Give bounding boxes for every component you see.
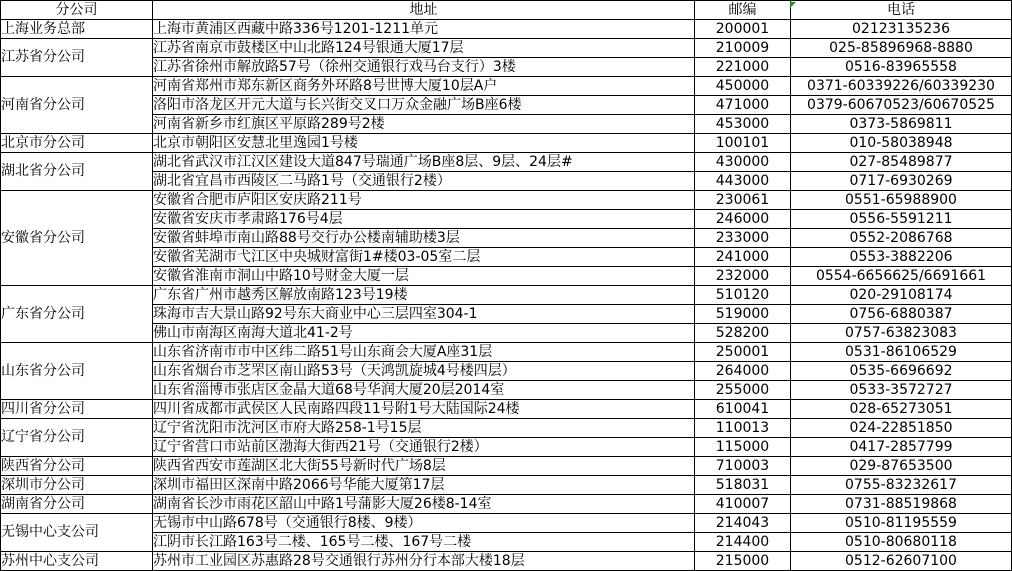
branch-cell[interactable]: 辽宁省分公司 (1, 419, 153, 457)
phone-cell[interactable]: 024-22851850 (791, 419, 1012, 438)
zip-cell[interactable]: 246000 (695, 210, 791, 229)
branch-cell[interactable]: 江苏省分公司 (1, 39, 153, 77)
phone-cell[interactable]: 0755-83232617 (791, 476, 1012, 495)
table-row (1, 400, 1012, 419)
address-cell[interactable]: 安徽省安庆市孝肃路176号4层 (153, 210, 695, 229)
table-row (1, 476, 1012, 495)
table-row (1, 495, 1012, 514)
zip-cell[interactable]: 255000 (695, 381, 791, 400)
header-phone[interactable]: 电话 (791, 1, 1012, 20)
branch-cell[interactable]: 无锡中心支公司 (1, 514, 153, 552)
phone-cell[interactable]: 0554-6656625/6691661 (791, 267, 1012, 286)
phone-cell[interactable]: 0512-62607100 (791, 552, 1012, 571)
table-row (1, 96, 1012, 115)
address-cell[interactable]: 无锡市中山路678号（交通银行8楼、9楼） (153, 514, 695, 533)
zip-cell[interactable]: 210009 (695, 39, 791, 58)
phone-cell[interactable]: 0717-6930269 (791, 172, 1012, 191)
table-row (1, 210, 1012, 229)
zip-cell[interactable]: 519000 (695, 305, 791, 324)
phone-cell[interactable]: 029-87653500 (791, 457, 1012, 476)
table-row (1, 362, 1012, 381)
zip-cell[interactable]: 250001 (695, 343, 791, 362)
phone-cell[interactable]: 0531-86106529 (791, 343, 1012, 362)
address-cell[interactable]: 北京市朝阳区安慧北里逸园1号楼 (153, 134, 695, 153)
phone-cell[interactable]: 025-85896968-8880 (791, 39, 1012, 58)
zip-cell[interactable]: 510120 (695, 286, 791, 305)
zip-cell[interactable]: 610041 (695, 400, 791, 419)
table-row (1, 39, 1012, 58)
address-cell[interactable]: 湖北省武汉市江汉区建设大道847号瑞通广场B座8层、9层、24层# (153, 153, 695, 172)
zip-cell[interactable]: 443000 (695, 172, 791, 191)
table-row (1, 457, 1012, 476)
address-cell[interactable]: 安徽省淮南市洞山中路10号财金大厦一层 (153, 267, 695, 286)
phone-cell[interactable]: 028-65273051 (791, 400, 1012, 419)
branch-cell[interactable]: 苏州中心支公司 (1, 552, 153, 571)
zip-cell[interactable]: 233000 (695, 229, 791, 248)
table-row (1, 153, 1012, 172)
zip-cell[interactable]: 710003 (695, 457, 791, 476)
address-cell[interactable]: 四川省成都市武侯区人民南路四段11号附1号大陆国际24楼 (153, 400, 695, 419)
phone-cell[interactable]: 0379-60670523/60670525 (791, 96, 1012, 115)
phone-cell[interactable]: 010-58038948 (791, 134, 1012, 153)
header-row (1, 1, 1012, 20)
branch-cell[interactable]: 河南省分公司 (1, 77, 153, 134)
table-row (1, 533, 1012, 552)
phone-cell[interactable]: 0533-3572727 (791, 381, 1012, 400)
branch-cell[interactable]: 湖北省分公司 (1, 153, 153, 191)
zip-cell[interactable]: 230061 (695, 191, 791, 210)
address-cell[interactable]: 山东省烟台市芝罘区南山路53号（天鸿凯旋城4号楼四层） (153, 362, 695, 381)
phone-cell[interactable]: 0417-2857799 (791, 438, 1012, 457)
phone-cell[interactable]: 0731-88519868 (791, 495, 1012, 514)
zip-cell[interactable]: 100101 (695, 134, 791, 153)
branch-cell[interactable]: 上海业务总部 (1, 20, 153, 39)
address-cell[interactable]: 佛山市南海区南海大道北41-2号 (153, 324, 695, 343)
zip-cell[interactable]: 115000 (695, 438, 791, 457)
phone-cell[interactable]: 0552-2086768 (791, 229, 1012, 248)
branch-cell[interactable]: 北京市分公司 (1, 134, 153, 153)
zip-cell[interactable]: 450000 (695, 77, 791, 96)
branch-cell[interactable]: 山东省分公司 (1, 343, 153, 400)
zip-cell[interactable]: 221000 (695, 58, 791, 77)
branch-cell[interactable]: 陕西省分公司 (1, 457, 153, 476)
address-cell[interactable]: 安徽省蚌埠市南山路88号交行办公楼南辅助楼3层 (153, 229, 695, 248)
address-cell[interactable]: 山东省淄博市张店区金晶大道68号华润大厦20层2014室 (153, 381, 695, 400)
address-cell[interactable]: 珠海市吉大景山路92号东大商业中心三层四室304-1 (153, 305, 695, 324)
zip-cell[interactable]: 215000 (695, 552, 791, 571)
phone-cell[interactable]: 0510-81195559 (791, 514, 1012, 533)
branch-cell[interactable]: 深圳市分公司 (1, 476, 153, 495)
phone-cell[interactable]: 0516-83965558 (791, 58, 1012, 77)
table-row (1, 419, 1012, 438)
address-cell[interactable]: 辽宁省营口市站前区渤海大街西21号（交通银行2楼） (153, 438, 695, 457)
zip-cell[interactable]: 200001 (695, 20, 791, 39)
cell-comment-marker (790, 2, 796, 8)
header-zip[interactable]: 邮编 (695, 1, 791, 20)
branch-cell[interactable]: 四川省分公司 (1, 400, 153, 419)
table-row (1, 191, 1012, 210)
table-row (1, 514, 1012, 533)
branch-cell[interactable]: 广东省分公司 (1, 286, 153, 343)
phone-cell[interactable]: 0510-80680118 (791, 533, 1012, 552)
phone-cell[interactable]: 027-85489877 (791, 153, 1012, 172)
zip-cell[interactable]: 264000 (695, 362, 791, 381)
table-row (1, 343, 1012, 362)
phone-cell[interactable]: 0553-3882206 (791, 248, 1012, 267)
table-row (1, 248, 1012, 267)
address-cell[interactable]: 江苏省徐州市解放路57号（徐州交通银行戏马台支行）3楼 (153, 58, 695, 77)
table-row (1, 286, 1012, 305)
address-cell[interactable]: 河南省新乡市红旗区平原路289号2楼 (153, 115, 695, 134)
header-address[interactable]: 地址 (153, 1, 695, 20)
address-cell[interactable]: 安徽省合肥市庐阳区安庆路211号 (153, 191, 695, 210)
address-cell[interactable]: 江苏省南京市鼓楼区中山北路124号银通大厦17层 (153, 39, 695, 58)
address-cell[interactable]: 洛阳市洛龙区开元大道与长兴街交叉口万众金融广场B座6楼 (153, 96, 695, 115)
table-row (1, 324, 1012, 343)
table-body (1, 20, 1012, 571)
table-row (1, 229, 1012, 248)
table-row (1, 134, 1012, 153)
zip-cell[interactable]: 110013 (695, 419, 791, 438)
zip-cell[interactable]: 214043 (695, 514, 791, 533)
address-cell[interactable]: 湖北省宜昌市西陵区二马路1号（交通银行2楼） (153, 172, 695, 191)
address-cell[interactable]: 上海市黄浦区西藏中路336号1201-1211单元 (153, 20, 695, 39)
table-row (1, 305, 1012, 324)
address-cell[interactable]: 河南省郑州市郑东新区商务外环路8号世博大厦10层A户 (153, 77, 695, 96)
zip-cell[interactable]: 453000 (695, 115, 791, 134)
zip-cell[interactable]: 241000 (695, 248, 791, 267)
table-row (1, 58, 1012, 77)
phone-cell[interactable]: 0556-5591211 (791, 210, 1012, 229)
zip-cell[interactable]: 232000 (695, 267, 791, 286)
table-row (1, 20, 1012, 39)
phone-cell[interactable]: 0756-6880387 (791, 305, 1012, 324)
address-cell[interactable]: 陕西省西安市莲湖区北大街55号新时代广场8层 (153, 457, 695, 476)
zip-cell[interactable]: 528200 (695, 324, 791, 343)
phone-cell[interactable]: 02123135236 (791, 20, 1012, 39)
address-cell[interactable]: 江阴市长江路163号二楼、165号二楼、167号二楼 (153, 533, 695, 552)
phone-cell[interactable]: 0373-5869811 (791, 115, 1012, 134)
address-cell[interactable]: 辽宁省沈阳市沈河区市府大路258-1号15层 (153, 419, 695, 438)
phone-cell[interactable]: 0371-60339226/60339230 (791, 77, 1012, 96)
table-row (1, 172, 1012, 191)
branch-cell[interactable]: 安徽省分公司 (1, 191, 153, 286)
zip-cell[interactable]: 410007 (695, 495, 791, 514)
phone-cell[interactable]: 0551-65988900 (791, 191, 1012, 210)
address-cell[interactable]: 湖南省长沙市雨花区韶山中路1号蒲影大厦26楼8-14室 (153, 495, 695, 514)
zip-cell[interactable]: 518031 (695, 476, 791, 495)
table-row (1, 438, 1012, 457)
address-cell[interactable]: 苏州市工业园区苏惠路28号交通银行苏州分行本部大楼18层 (153, 552, 695, 571)
phone-cell[interactable]: 020-29108174 (791, 286, 1012, 305)
address-cell[interactable]: 安徽省芜湖市弋江区中央城财富街1#楼03-05室二层 (153, 248, 695, 267)
table-row (1, 77, 1012, 96)
branch-cell[interactable]: 湖南省分公司 (1, 495, 153, 514)
table-row (1, 267, 1012, 286)
phone-cell[interactable]: 0757-63823083 (791, 324, 1012, 343)
address-cell[interactable]: 深圳市福田区深南中路2066号华能大厦第17层 (153, 476, 695, 495)
phone-cell[interactable]: 0535-6696692 (791, 362, 1012, 381)
zip-cell[interactable]: 214400 (695, 533, 791, 552)
address-cell[interactable]: 山东省济南市市中区纬二路51号山东商会大厦A座31层 (153, 343, 695, 362)
table-row (1, 115, 1012, 134)
address-cell[interactable]: 广东省广州市越秀区解放南路123号19楼 (153, 286, 695, 305)
header-branch[interactable]: 分公司 (1, 1, 153, 20)
zip-cell[interactable]: 430000 (695, 153, 791, 172)
table-row (1, 381, 1012, 400)
zip-cell[interactable]: 471000 (695, 96, 791, 115)
